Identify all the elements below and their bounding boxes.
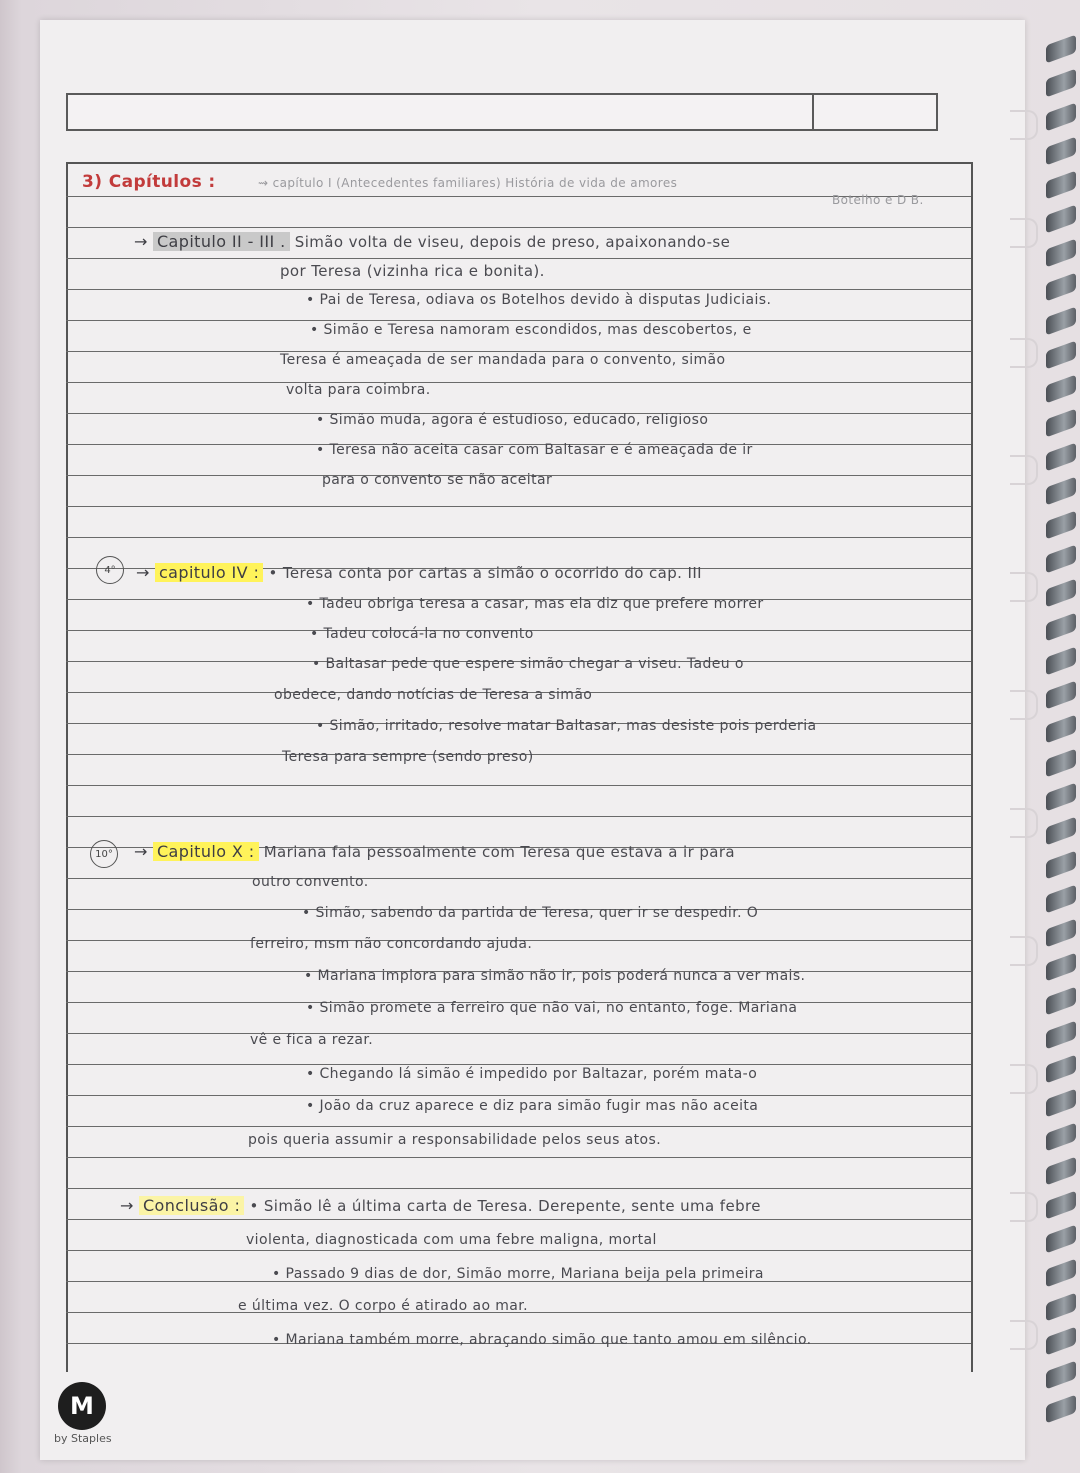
section-1-line-3: • Simão e Teresa namoram escondidos, mas descobertos, e [310,322,752,338]
binder-ring [1046,341,1076,370]
section-2-line-1: • Tadeu obriga teresa a casar, mas ela diz que prefere morrer [306,596,764,612]
section-1-line-8: para o convento se não aceitar [322,472,553,488]
binder-ring [1046,1361,1076,1390]
binder-ring [1046,1293,1076,1322]
ruled-line [66,382,971,383]
binder-ring [1046,579,1076,608]
ruled-line [66,289,971,290]
sleeve-tab [1010,936,1038,966]
section-4-line-4: • Mariana também morre, abraçando simão que tanto amou em silêncio. [272,1332,812,1348]
section-1-line-7: • Teresa não aceita casar com Baltasar e é ameaçada de ir [316,442,753,458]
sleeve-tab [1010,218,1038,248]
section-4-line-1: violenta, diagnosticada com uma febre maligna, mortal [246,1232,657,1248]
binder-ring [1046,273,1076,302]
binder-ring [1046,477,1076,506]
binder-ring [1046,715,1076,744]
chapter-one-note: ⇝ capítulo I (Antecedentes familiares) História de vida de amores [258,176,678,190]
ruled-line [66,506,971,507]
binder-ring [1046,613,1076,642]
section-2-line-0: • Teresa conta por cartas a simão o ocorrido do cap. III [268,564,702,582]
section-1-header [134,232,730,251]
binder-ring [1046,1327,1076,1356]
binder-ring [1046,1055,1076,1084]
chapter-4-circle: 4° [96,556,124,584]
binder-ring [1046,647,1076,676]
binder-ring [1046,1225,1076,1254]
binder-ring [1046,749,1076,778]
binder-ring [1046,103,1076,132]
binder-ring [1046,205,1076,234]
binder-ring [1046,171,1076,200]
binder-ring [1046,1021,1076,1050]
ruled-line [66,537,971,538]
ruled-line [66,320,971,321]
section-2-line-3: • Baltasar pede que espere simão chegar a viseu. Tadeu o [312,656,744,672]
section-3-line-5: • Simão promete a ferreiro que não vai, no entanto, foge. Mariana [306,1000,798,1016]
brand-subtitle: by Staples [54,1432,112,1445]
section-2-header [136,563,702,582]
binder-ring [1046,851,1076,880]
section-4-line-0: • Simão lê a última carta de Teresa. Derepente, sente uma febre [249,1197,761,1215]
section-3-line-3: ferreiro, msm não concordando ajuda. [250,936,533,952]
binder-ring [1046,953,1076,982]
section-1-line-1: por Teresa (vizinha rica e bonita). [280,262,545,280]
chapter-one-note-cont: Botelho e D B. [832,193,924,207]
section-2-line-2: • Tadeu colocá-la no convento [310,626,534,642]
binder-ring [1046,35,1076,64]
arrow-icon: → [134,232,148,251]
binder-ring [1046,239,1076,268]
binder-ring [1046,681,1076,710]
binder-rings [1040,30,1080,1430]
binder-ring [1046,1259,1076,1288]
binder-ring [1046,1395,1076,1424]
ruled-line [66,1219,971,1220]
section-4-header [120,1196,761,1215]
sleeve-tab [1010,110,1038,140]
ruled-line [66,1095,971,1096]
ruled-line [66,1064,971,1065]
section-2-line-6: Teresa para sempre (sendo preso) [282,749,534,765]
section-1-line-5: volta para coimbra. [286,382,431,398]
binder-ring [1046,919,1076,948]
ruled-line [66,227,971,228]
chapters-heading: 3) Capítulos : [82,172,216,192]
binder-ring [1046,307,1076,336]
chapter-10-circle: 10° [90,840,118,868]
section-2-line-4: obedece, dando notícias de Teresa a simão [274,687,593,703]
binder-ring [1046,443,1076,472]
brand-logo: M [58,1382,106,1430]
ruled-line [66,258,971,259]
section-3-marker: Capitulo X : [153,842,259,861]
section-1-line-2: • Pai de Teresa, odiava os Botelhos devido à disputas Judiciais. [306,292,772,308]
section-1-line-6: • Simão muda, agora é estudioso, educado, religioso [316,412,709,428]
sleeve-tab [1010,455,1038,485]
binder-ring [1046,545,1076,574]
ruled-line [66,1250,971,1251]
binder-ring [1046,817,1076,846]
header-divider [812,95,814,129]
section-4-line-3: e última vez. O corpo é atirado ao mar. [238,1298,529,1314]
section-3-line-8: • João da cruz aparece e diz para simão fugir mas não aceita [306,1098,759,1114]
section-4-line-2: • Passado 9 dias de dor, Simão morre, Mariana beija pela primeira [272,1266,764,1282]
section-3-line-6: vê e fica a rezar. [250,1032,374,1048]
ruled-line [66,1157,971,1158]
binder-ring [1046,783,1076,812]
section-4-marker: Conclusão : [139,1196,244,1215]
sleeve-tab [1010,572,1038,602]
ruled-line [66,1033,971,1034]
sleeve-tab [1010,1320,1038,1350]
section-3-header [134,842,735,861]
section-3-line-0: Mariana fala pessoalmente com Teresa que estava a ir para [263,843,735,861]
section-3-line-7: • Chegando lá simão é impedido por Baltazar, porém mata-o [306,1066,758,1082]
binder-ring [1046,987,1076,1016]
section-3-line-2: • Simão, sabendo da partida de Teresa, quer ir se despedir. O [302,905,759,921]
section-3-line-1: outro convento. [252,874,369,890]
binder-ring [1046,1191,1076,1220]
sleeve-tab [1010,690,1038,720]
ruled-line [66,785,971,786]
binder-ring [1046,137,1076,166]
header-box [66,93,938,131]
section-3-line-9: pois queria assumir a responsabilidade pelos seus atos. [248,1132,662,1148]
sleeve-tab [1010,1192,1038,1222]
section-2-line-5: • Simão, irritado, resolve matar Baltasar, mas desiste pois perderia [316,718,817,734]
ruled-line [66,878,971,879]
section-1-line-0: Simão volta de viseu, depois de preso, apaixonando-se [294,233,731,251]
binder-ring [1046,69,1076,98]
arrow-icon: → [134,842,148,861]
sleeve-tab [1010,808,1038,838]
binder-ring [1046,511,1076,540]
binder-ring [1046,885,1076,914]
ruled-line [66,1126,971,1127]
binder-ring [1046,409,1076,438]
arrow-icon: → [136,563,150,582]
section-3-line-4: • Mariana implora para simão não ir, pois poderá nunca a ver mais. [304,968,806,984]
section-1-marker: Capitulo II - III . [153,232,290,251]
arrow-icon: → [120,1196,134,1215]
ruled-line [66,816,971,817]
binder-ring [1046,1123,1076,1152]
ruled-frame [66,162,973,1372]
sleeve-tab [1010,1064,1038,1094]
binder-ring [1046,375,1076,404]
binder-ring [1046,1089,1076,1118]
ruled-line [66,1188,971,1189]
section-1-line-4: Teresa é ameaçada de ser mandada para o convento, simão [280,352,726,368]
section-2-marker: capitulo IV : [155,563,263,582]
binder-ring [1046,1157,1076,1186]
sleeve-tab [1010,338,1038,368]
